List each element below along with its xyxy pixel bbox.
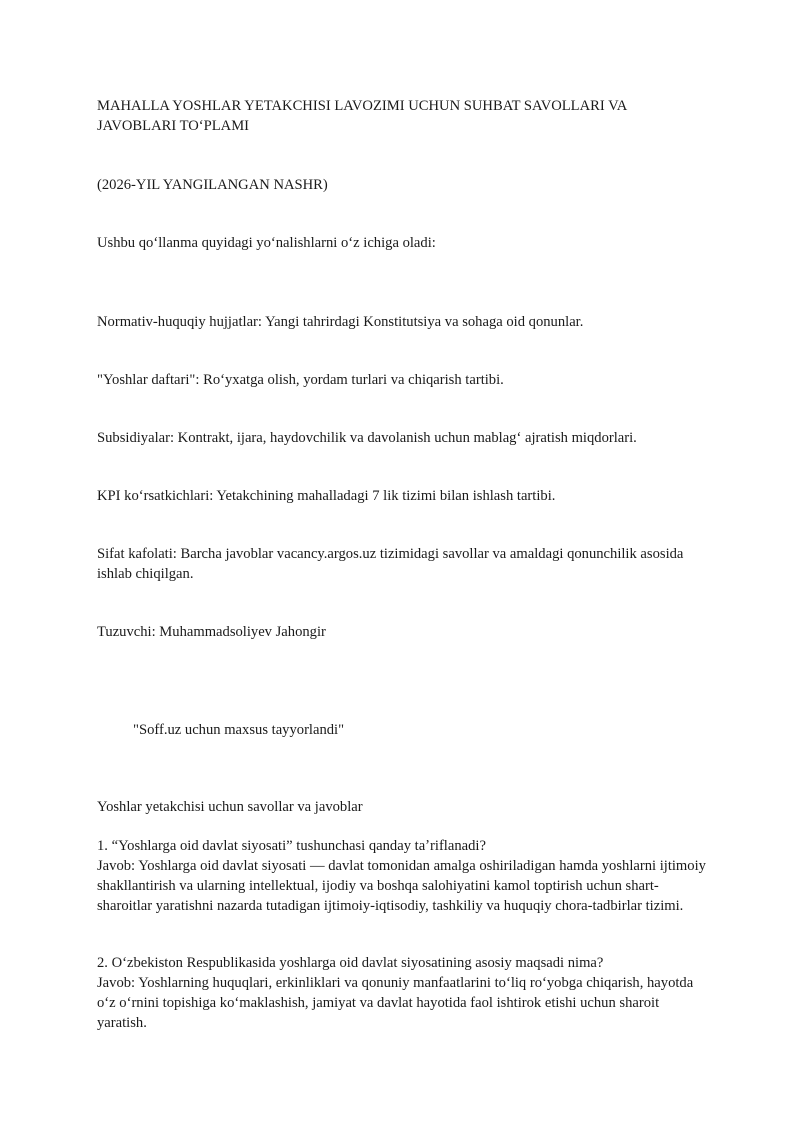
topic-item-youth-register: "Yoshlar daftari": Roʻyxatga olish, yordam turlari va chiqarish tartibi.	[97, 372, 504, 388]
intro-text: Ushbu qoʻllanma quyidagi yoʻnalishlarni oʻz ichiga oladi:	[97, 235, 436, 251]
qa-item	[97, 953, 709, 1033]
qa-item	[97, 836, 709, 916]
author-line: Tuzuvchi: Muhammadsoliyev Jahongir	[97, 624, 326, 640]
prepared-for-quote: "Soff.uz uchun maxsus tayyorlandi"	[133, 722, 345, 738]
document-title-line-2: JAVOBLARI TOʻPLAMI	[97, 118, 250, 134]
qa-answer: Javob: Yoshlarga oid davlat siyosati — davlat tomonidan amalga oshiriladigan hamda yoshlarni ijtimoiy shakllantirish va ularning intellektual, ijodiy va boshqa salohiyatini kamol toptirish uchun shart-sharoitlar yaratishni nazarda tutadigan ijtimoiy-iqtisodiy, tashkiliy va huquqiy chora-tadbirlar tizimi.	[97, 858, 706, 914]
section-title: Yoshlar yetakchisi uchun savollar va javoblar	[97, 799, 363, 815]
qa-question: 1. “Yoshlarga oid davlat siyosati” tushunchasi qanday taʼriflanadi?	[97, 838, 486, 854]
document-title	[97, 96, 717, 136]
topic-item-quality-assurance: Sifat kafolati: Barcha javoblar vacancy.argos.uz tizimidagi savollar va amaldagi qonunchilik asosida ishlab chiqilgan.	[97, 546, 684, 582]
topic-item-subsidies: Subsidiyalar: Kontrakt, ijara, haydovchilik va davolanish uchun mablagʻ ajratish miqdorlari.	[97, 430, 637, 446]
qa-answer: Javob: Yoshlarning huquqlari, erkinliklari va qonuniy manfaatlarini toʻliq roʻyobga chiqarish, hayotda oʻz oʻrnini topishiga koʻmaklashish, jamiyat va davlat hayotida faol ishtirok etishi uchun sharoit yaratish.	[97, 975, 694, 1031]
edition-label: (2026-YIL YANGILANGAN NASHR)	[97, 177, 328, 193]
document-title-line-1: MAHALLA YOSHLAR YETAKCHISI LAVOZIMI UCHUN SUHBAT SAVOLLARI VA	[97, 98, 628, 114]
qa-question: 2. Oʻzbekiston Respublikasida yoshlarga oid davlat siyosatining asosiy maqsadi nima?	[97, 955, 604, 971]
topic-item-legal-documents: Normativ-huquqiy hujjatlar: Yangi tahrirdagi Konstitutsiya va sohaga oid qonunlar.	[97, 314, 584, 330]
topic-item-kpi: KPI koʻrsatkichlari: Yetakchining mahalladagi 7 lik tizimi bilan ishlash tartibi.	[97, 488, 556, 504]
